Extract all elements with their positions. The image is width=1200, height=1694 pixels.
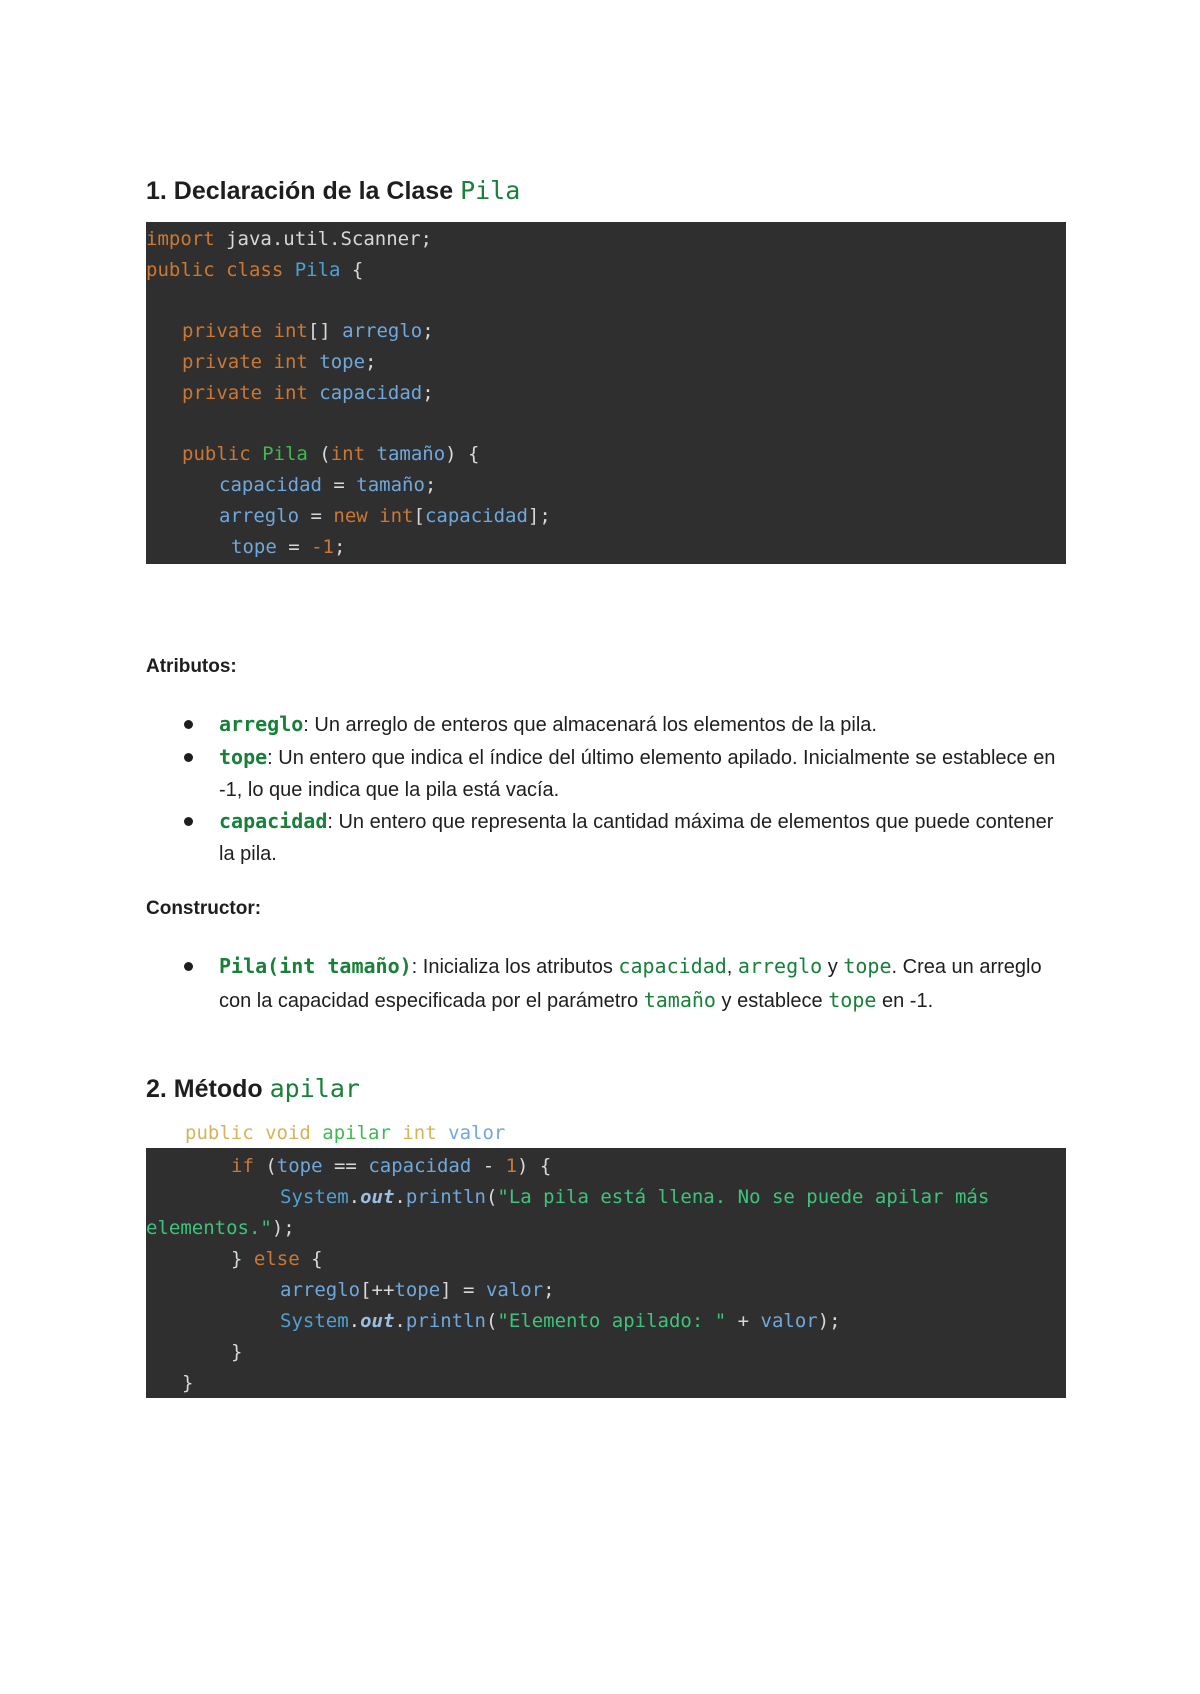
constructor-label: Constructor: [146,898,262,919]
bullet-dot [184,962,193,971]
code-block-class-pila [146,222,1066,564]
code-line: public Pila (int tamaño) { [182,443,480,465]
list-item-constructor: Pila(int tamaño): Inicializa los atributos capacidad, arreglo y tope. Crea un arreglo con la capacidad especificada por el parámetro tamaño y establece tope en -1. [219,954,1042,1012]
code-line: arreglo[++tope] = valor; [280,1279,555,1301]
code-line: elementos."); [146,1217,295,1239]
code-line: private int capacidad; [182,382,434,404]
code-line: if (tope == capacidad - 1) { [231,1155,552,1177]
code-line: import java.util.Scanner; [146,228,432,250]
bullet-dot [184,817,193,826]
code-line: capacidad = tamaño; [219,474,437,496]
section-heading-apilar [146,1074,360,1104]
bullet-dot [184,753,193,762]
list-item-capacidad: capacidad: Un entero que representa la cantidad máxima de elementos que puede contener la pila. [219,809,1054,865]
code-line: } [231,1341,243,1363]
code-line: public class Pila { [146,259,364,281]
method-signature: public void apilar int valor [185,1122,506,1144]
heading-text: 2. Método [146,1075,270,1103]
code-line: tope = -1; [231,536,346,558]
list-item-tope: tope: Un entero que indica el índice del último elemento apilado. Inicialmente se establece en -1, lo que indica que la pila está vacía. [219,745,1056,801]
heading-text: 1. Declaración de la Clase [146,177,461,205]
heading-code-term: Pila [460,176,521,205]
atributos-label: Atributos: [146,656,237,677]
code-line: arreglo = new int[capacidad]; [219,505,551,527]
code-line: System.out.println("La pila está llena. No se puede apilar más [280,1186,990,1208]
bullet-dot [184,720,193,729]
code-line: System.out.println("Elemento apilado: " + valor); [280,1310,841,1332]
code-line: } [182,1372,194,1394]
code-line: private int[] arreglo; [182,320,434,342]
code-line: private int tope; [182,351,377,373]
list-item-arreglo: arreglo: Un arreglo de enteros que almacenará los elementos de la pila. [219,712,877,736]
section-heading-class-pila [146,176,520,206]
heading-code-term: apilar [269,1074,360,1103]
code-line: } else { [231,1248,323,1270]
code-block-apilar [146,1148,1066,1398]
